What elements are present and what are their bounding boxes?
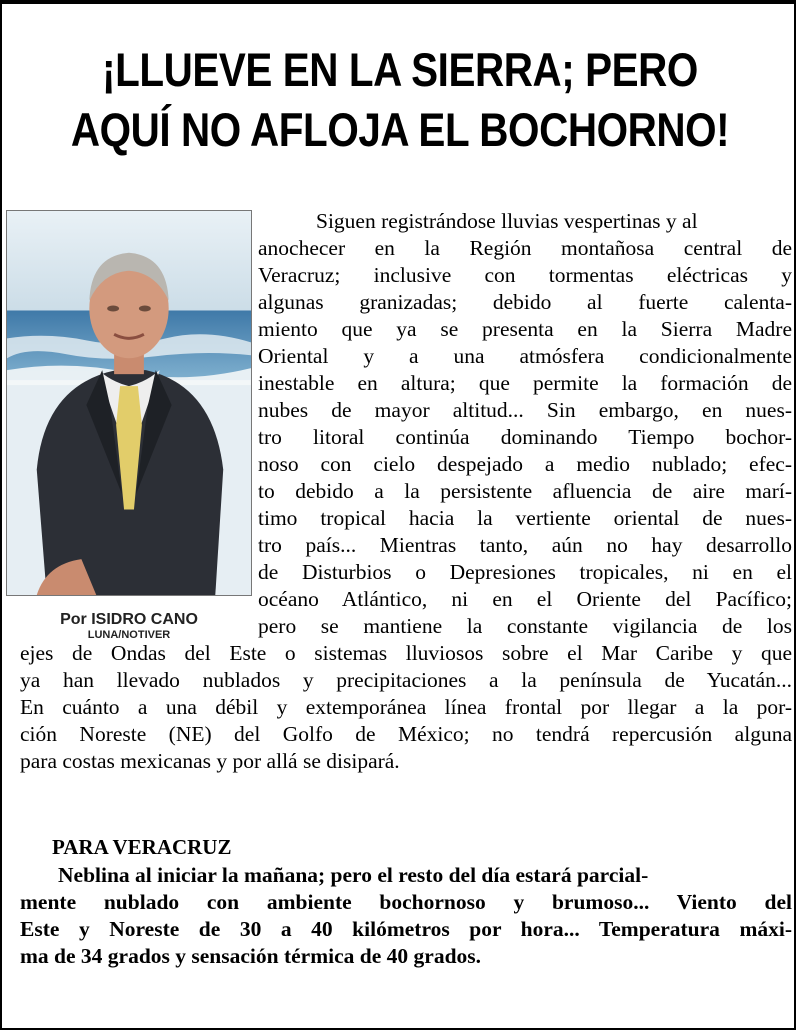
article-line: ya han llevado nublados y precipitaciones a la península de Yucatán...	[20, 668, 792, 692]
article-line: En cuánto a una débil y extemporánea línea frontal por llegar a la por-	[20, 695, 792, 719]
article-line: tro país... Mientras tanto, aún no hay desarrollo	[258, 533, 792, 557]
author-name: Por ISIDRO CANO	[60, 611, 198, 628]
article-line: to debido a la persistente afluencia de aire marí-	[258, 479, 792, 503]
article-line: de Disturbios o Depresiones tropicales, ni en el	[258, 560, 792, 584]
article-line: miento que ya se presenta en la Sierra Madre	[258, 317, 792, 341]
article-line: timo tropical hacia la vertiente oriental de nues-	[258, 506, 792, 530]
article-line: algunas granizadas; debido al fuerte calenta-	[258, 290, 792, 314]
forecast-heading: PARA VERACRUZ	[52, 835, 232, 859]
article-line: Veracruz; inclusive con tormentas eléctricas y	[258, 263, 792, 287]
article-line: noso con cielo despejado a medio nublado; efec-	[258, 452, 792, 476]
article-line: pero se mantiene la constante vigilancia de los	[258, 614, 792, 638]
headline-line-2: AQUÍ NO AFLOJA EL BOCHORNO!	[70, 103, 730, 156]
article-line: anochecer en la Región montañosa central de	[258, 236, 792, 260]
forecast-line: Este y Noreste de 30 a 40 kilómetros por hora... Temperatura máxi-	[20, 917, 792, 941]
article-line: Oriental y a una atmósfera condicionalmente	[258, 344, 792, 368]
article-line: océano Atlántico, ni en el Oriente del Pacífico;	[258, 587, 792, 611]
forecast-line: Neblina al iniciar la mañana; pero el resto del día estará parcial-	[58, 863, 649, 887]
forecast-line: mente nublado con ambiente bochornoso y brumoso... Viento del	[20, 890, 792, 914]
headline-line-1: ¡LLUEVE EN LA SIERRA; PERO	[102, 43, 698, 96]
author-agency: LUNA/NOTIVER	[87, 629, 171, 641]
article-line: nubes de mayor altitud... Sin embargo, en nues-	[258, 398, 792, 422]
article-line: Siguen registrándose lluvias vespertinas y al	[316, 209, 698, 233]
forecast-line: ma de 34 grados y sensación térmica de 40 grados.	[20, 944, 482, 968]
article-line: inestable en altura; que permite la formación de	[258, 371, 792, 395]
article-line: tro litoral continúa dominando Tiempo bochor-	[258, 425, 792, 449]
article-line: ción Noreste (NE) del Golfo de México; no tendrá repercusión alguna	[20, 722, 792, 746]
article-line: ejes de Ondas del Este o sistemas lluviosos sobre el Mar Caribe y que	[20, 641, 792, 665]
article-line: para costas mexicanas y por allá se disipará.	[20, 749, 400, 773]
